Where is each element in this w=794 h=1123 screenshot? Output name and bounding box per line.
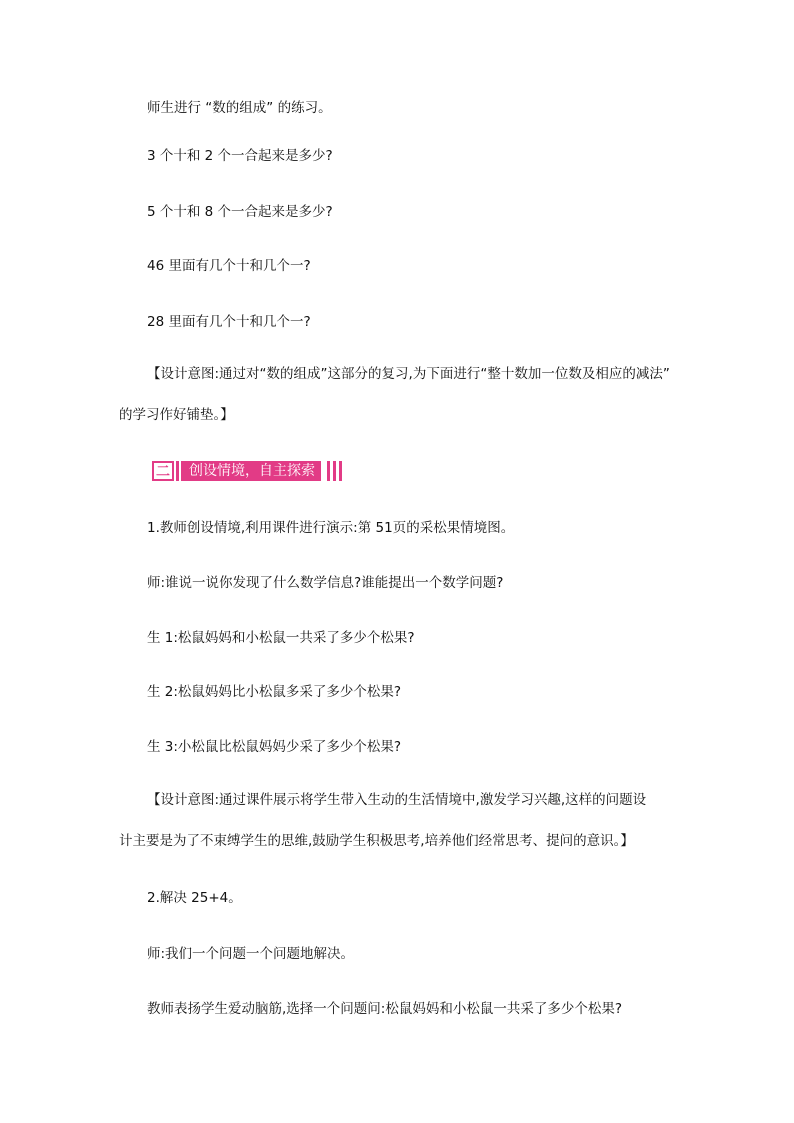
- line-student-1: 生 1:松鼠妈妈和小松鼠一共采了多少个松果?: [147, 630, 415, 646]
- line-question-4: 28 里面有几个十和几个一?: [147, 314, 311, 330]
- heading-stripes: [324, 461, 342, 481]
- heading-divider: [176, 461, 179, 481]
- line-student-2: 生 2:松鼠妈妈比小松鼠多采了多少个松果?: [147, 684, 402, 700]
- line-teacher-scenario: 1.教师创设情境,利用课件进行演示:第 51页的采松果情境图。: [147, 520, 515, 536]
- line-question-3: 46 里面有几个十和几个一?: [147, 258, 311, 274]
- line-design-intent-1a: 【设计意图:通过对“数的组成”这部分的复习,为下面进行“整十数加一位数及相应的减法”: [147, 366, 670, 382]
- line-question-2: 5 个十和 8 个一合起来是多少?: [147, 204, 333, 220]
- line-solve-step: 2.解决 25+4。: [147, 890, 242, 906]
- line-design-intent-2a: 【设计意图:通过课件展示将学生带入生动的生活情境中,激发学习兴趣,这样的问题设: [147, 792, 647, 808]
- stripe: [339, 461, 342, 481]
- line-practice-intro: 师生进行 “数的组成” 的练习。: [147, 100, 332, 116]
- line-teacher-praise: 教师表扬学生爱动脑筋,选择一个问题问:松鼠妈妈和小松鼠一共采了多少个松果?: [147, 1001, 623, 1017]
- line-student-3: 生 3:小松鼠比松鼠妈妈少采了多少个松果?: [147, 739, 402, 755]
- line-design-intent-2b: 计主要是为了不束缚学生的思维,鼓励学生积极思考,培养他们经常思考、提问的意识。】: [119, 833, 634, 849]
- section-title: 创设情境，自主探索: [181, 461, 321, 481]
- line-design-intent-1b: 的学习作好铺垫。】: [119, 407, 234, 423]
- section-number: 二: [152, 461, 174, 481]
- line-teacher-solve: 师:我们一个问题一个问题地解决。: [147, 946, 355, 962]
- line-question-1: 3 个十和 2 个一合起来是多少?: [147, 148, 333, 164]
- stripe: [327, 461, 330, 481]
- line-teacher-ask: 师:谁说一说你发现了什么数学信息?谁能提出一个数学问题?: [147, 575, 504, 591]
- stripe: [333, 461, 336, 481]
- section-heading: [152, 460, 372, 482]
